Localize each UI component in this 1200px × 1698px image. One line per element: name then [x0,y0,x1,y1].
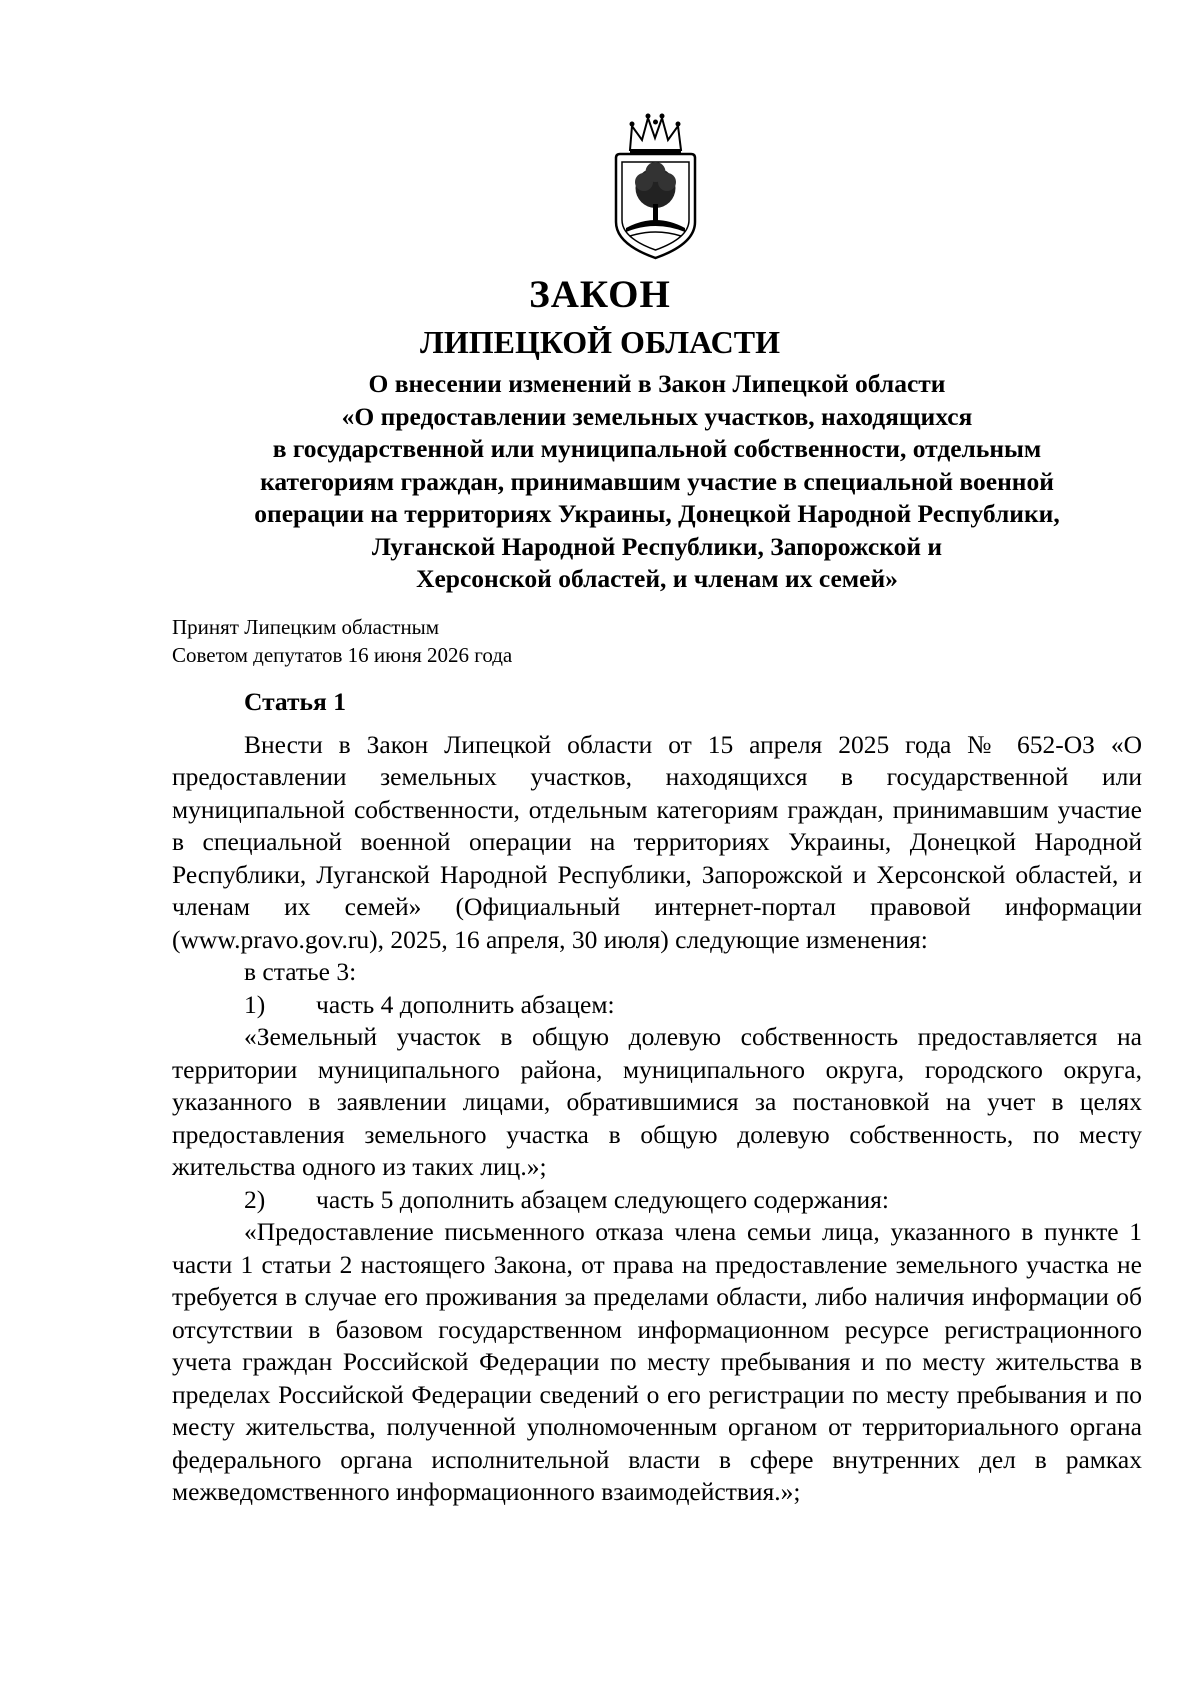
adoption-line: Советом депутатов 16 июня 2026 года [172,643,513,667]
subject-line: в государственной или муниципальной собственности, отдельным [272,434,1042,463]
subject-line: Луганской Народной Республики, Запорожской и [371,531,943,561]
article-heading: Статья 1 [244,687,346,716]
law-subject [172,368,1142,596]
subject-line: операции на территориях Украины, Донецкой Народной Республики, [254,499,1060,528]
subject-line: «О предоставлении земельных участков, находящихся [341,401,973,431]
article-intro: Внести в Закон Липецкой области от 15 апреля 2025 года № 652-ОЗ «О предоставлении земельных участков, находящихся в государственной или муниципальной собственности, отдельным категориям граждан, принимавшим участие в специальной военной операции на территориях Украины, Донецкой Народной Республики, Луганской Народной Республики, Запорожской и Херсонской областей, и членам их семей» (Официальный интернет-портал правовой информации (www.pravo.gov.ru), 2025, 16 апреля, 30 июля) следующие изменения: [172,729,1142,954]
coat-of-arms-icon [608,112,703,262]
subject-line: категориям граждан, принимавшим участие в специальной военной [260,466,1054,496]
adoption-line: Принят Липецким областным [172,615,440,639]
article-body [172,686,1142,1509]
in-article-line: в статье 3: [244,957,357,986]
item-text: часть 5 дополнить абзацем следующего содержания: [316,1184,889,1214]
item-quote: «Предоставление письменного отказа члена семьи лица, указанного в пункте 1 части 1 статьи 2 настоящего Закона, от права на предоставление земельного участка не требуется в случае его проживания за пределами области, либо наличия информации об отсутствии в базовом государственном информационном ресурсе регистрационного учета граждан Российской Федерации по месту пребывания и по месту жительства в пределах Российской Федерации сведений о его регистрации по месту пребывания и по месту жительства, полученной уполномоченным органом от территориального органа федерального органа исполнительной власти в сфере внутренних дел в рамках межведомственного информационного взаимодействия.»; [172,1217,1142,1506]
document-title: ЗАКОН [529,273,671,316]
subject-line: Херсонской областей, и членам их семей» [416,564,898,593]
adoption-note [172,613,512,669]
item-number: 1) [244,989,266,1019]
item-number: 2) [244,1184,266,1214]
item-text: часть 4 дополнить абзацем: [316,989,615,1019]
item-quote: «Земельный участок в общую долевую собственность предоставляется на территории муниципального района, муниципального округа, городского округа, указанного в заявлении лицами, обратившимися за постановкой на учет в целях предоставления земельного участка в общую долевую собственность, по месту жительства одного из таких лиц.»; [172,1022,1142,1181]
list-item [244,989,1142,1022]
list-item [244,1184,1142,1217]
document-subtitle: ЛИПЕЦКОЙ ОБЛАСТИ [420,324,780,360]
subject-line: О внесении изменений в Закон Липецкой области [368,369,946,398]
